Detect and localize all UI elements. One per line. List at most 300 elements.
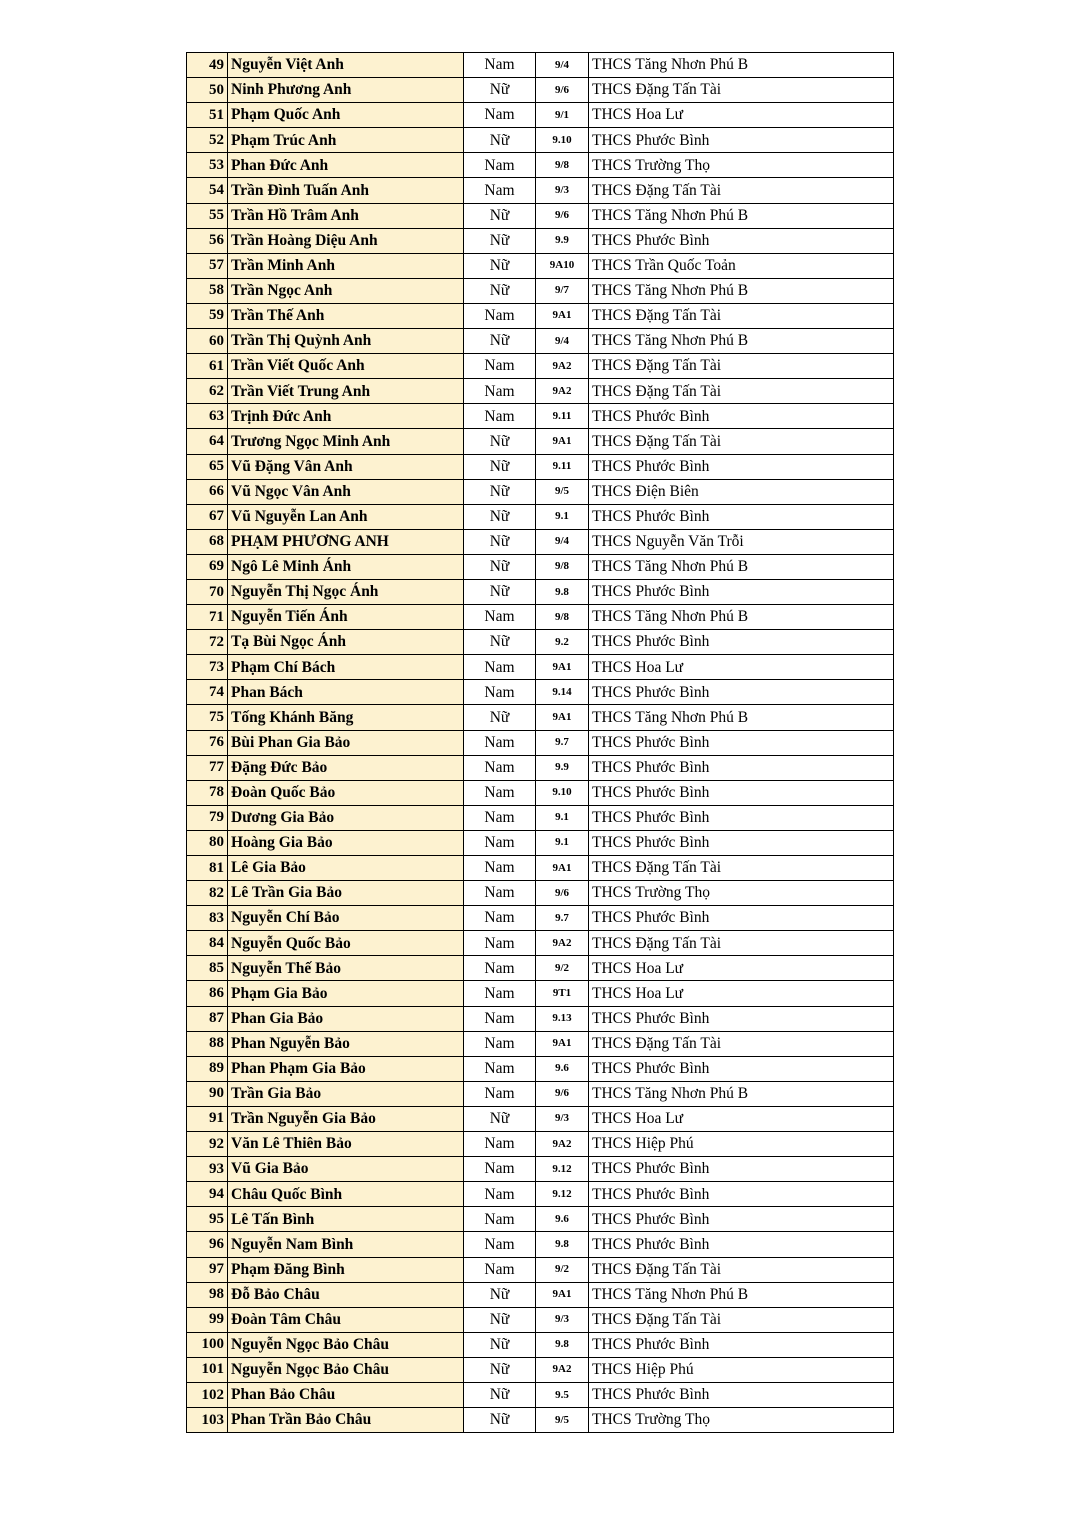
student-class: 9.2 [536,630,589,655]
row-number: 55 [187,203,228,228]
student-gender: Nam [464,303,536,328]
row-number: 85 [187,956,228,981]
table-row [187,1282,894,1307]
table-row [187,1157,894,1182]
student-class: 9/8 [536,554,589,579]
table-row [187,680,894,705]
student-name: Nguyễn Thế Bảo [228,956,464,981]
table-row [187,1106,894,1131]
student-class: 9.9 [536,228,589,253]
student-class: 9A1 [536,1282,589,1307]
row-number: 59 [187,303,228,328]
student-gender: Nữ [464,1357,536,1382]
student-name: PHẠM PHƯƠNG ANH [228,529,464,554]
row-number: 54 [187,178,228,203]
student-name: Trần Viết Quốc Anh [228,354,464,379]
student-class: 9A1 [536,856,589,881]
row-number: 91 [187,1106,228,1131]
table-row [187,103,894,128]
table-row [187,705,894,730]
student-gender: Nam [464,404,536,429]
student-class: 9A1 [536,1031,589,1056]
row-number: 86 [187,981,228,1006]
table-row [187,1382,894,1407]
row-number: 73 [187,655,228,680]
row-number: 88 [187,1031,228,1056]
student-school: THCS Trần Quốc Toản [589,253,894,278]
student-school: THCS Hoa Lư [589,1106,894,1131]
row-number: 101 [187,1357,228,1382]
table-row [187,228,894,253]
student-gender: Nữ [464,579,536,604]
student-school: THCS Phước Bình [589,454,894,479]
row-number: 74 [187,680,228,705]
student-school: THCS Tăng Nhơn Phú B [589,329,894,354]
student-gender: Nam [464,755,536,780]
row-number: 68 [187,529,228,554]
table-row [187,579,894,604]
row-number: 95 [187,1207,228,1232]
student-name: Trần Gia Bảo [228,1081,464,1106]
student-school: THCS Phước Bình [589,1006,894,1031]
student-school: THCS Phước Bình [589,1207,894,1232]
student-school: THCS Phước Bình [589,680,894,705]
student-name: Nguyễn Tiến Ánh [228,605,464,630]
student-class: 9A1 [536,429,589,454]
table-row [187,253,894,278]
student-school: THCS Đặng Tấn Tài [589,354,894,379]
student-table-body [187,53,894,1433]
student-class: 9A2 [536,931,589,956]
student-gender: Nam [464,354,536,379]
student-gender: Nữ [464,1408,536,1433]
student-gender: Nữ [464,278,536,303]
row-number: 80 [187,830,228,855]
student-name: Nguyễn Việt Anh [228,53,464,78]
student-gender: Nam [464,1031,536,1056]
student-school: THCS Hoa Lư [589,655,894,680]
table-row [187,906,894,931]
student-school: THCS Phước Bình [589,1332,894,1357]
student-school: THCS Đặng Tấn Tài [589,931,894,956]
student-name: Vũ Gia Bảo [228,1157,464,1182]
student-class: 9/7 [536,278,589,303]
table-row [187,354,894,379]
row-number: 100 [187,1332,228,1357]
table-row [187,655,894,680]
student-name: Vũ Nguyễn Lan Anh [228,504,464,529]
student-gender: Nam [464,379,536,404]
row-number: 56 [187,228,228,253]
table-row [187,404,894,429]
student-gender: Nữ [464,1307,536,1332]
student-gender: Nam [464,805,536,830]
table-row [187,1132,894,1157]
student-gender: Nữ [464,504,536,529]
student-name: Văn Lê Thiên Bảo [228,1132,464,1157]
student-class: 9.10 [536,128,589,153]
student-school: THCS Tăng Nhơn Phú B [589,203,894,228]
student-name: Trần Ngọc Anh [228,278,464,303]
student-name: Vũ Đặng Vân Anh [228,454,464,479]
table-row [187,1006,894,1031]
table-row [187,479,894,504]
student-name: Trần Hoàng Diệu Anh [228,228,464,253]
table-row [187,1031,894,1056]
row-number: 82 [187,881,228,906]
table-row [187,203,894,228]
row-number: 79 [187,805,228,830]
student-name: Bùi Phan Gia Bảo [228,730,464,755]
student-gender: Nam [464,981,536,1006]
student-gender: Nữ [464,454,536,479]
student-gender: Nam [464,53,536,78]
student-gender: Nữ [464,78,536,103]
table-row [187,1056,894,1081]
student-school: THCS Trường Thọ [589,881,894,906]
student-table [186,52,894,1433]
student-school: THCS Tăng Nhơn Phú B [589,1282,894,1307]
student-school: THCS Phước Bình [589,755,894,780]
row-number: 49 [187,53,228,78]
table-row [187,1207,894,1232]
student-class: 9/4 [536,529,589,554]
student-class: 9/4 [536,53,589,78]
row-number: 69 [187,554,228,579]
student-school: THCS Phước Bình [589,730,894,755]
student-school: THCS Hoa Lư [589,981,894,1006]
student-gender: Nam [464,1081,536,1106]
student-school: THCS Tăng Nhơn Phú B [589,605,894,630]
student-school: THCS Tăng Nhơn Phú B [589,554,894,579]
student-school: THCS Trường Thọ [589,1408,894,1433]
student-school: THCS Phước Bình [589,404,894,429]
student-gender: Nam [464,1182,536,1207]
student-class: 9/6 [536,78,589,103]
student-class: 9/6 [536,1081,589,1106]
table-row [187,504,894,529]
row-number: 84 [187,931,228,956]
student-class: 9.8 [536,1332,589,1357]
table-row [187,805,894,830]
table-row [187,730,894,755]
student-class: 9A2 [536,1357,589,1382]
student-class: 9.1 [536,504,589,529]
student-name: Trần Thế Anh [228,303,464,328]
table-row [187,780,894,805]
student-name: Trần Thị Quỳnh Anh [228,329,464,354]
student-school: THCS Đặng Tấn Tài [589,379,894,404]
student-school: THCS Phước Bình [589,830,894,855]
student-name: Ngô Lê Minh Ánh [228,554,464,579]
row-number: 99 [187,1307,228,1332]
table-row [187,881,894,906]
table-row [187,329,894,354]
student-gender: Nữ [464,1332,536,1357]
student-class: 9/2 [536,956,589,981]
student-school: THCS Đặng Tấn Tài [589,429,894,454]
student-gender: Nam [464,1056,536,1081]
student-gender: Nam [464,103,536,128]
student-school: THCS Phước Bình [589,504,894,529]
student-name: Trần Đình Tuấn Anh [228,178,464,203]
table-row [187,1081,894,1106]
row-number: 60 [187,329,228,354]
student-school: THCS Đặng Tấn Tài [589,856,894,881]
student-class: 9.8 [536,579,589,604]
row-number: 50 [187,78,228,103]
row-number: 103 [187,1408,228,1433]
student-class: 9.9 [536,755,589,780]
student-name: Đỗ Bảo Châu [228,1282,464,1307]
student-gender: Nữ [464,1282,536,1307]
student-school: THCS Phước Bình [589,630,894,655]
student-class: 9/4 [536,329,589,354]
table-row [187,53,894,78]
student-name: Lê Trần Gia Bảo [228,881,464,906]
student-name: Nguyễn Chí Bảo [228,906,464,931]
student-school: THCS Tăng Nhơn Phú B [589,705,894,730]
student-name: Nguyễn Nam Bình [228,1232,464,1257]
table-row [187,153,894,178]
student-school: THCS Đặng Tấn Tài [589,178,894,203]
row-number: 94 [187,1182,228,1207]
student-gender: Nữ [464,128,536,153]
student-gender: Nam [464,1157,536,1182]
student-class: 9.7 [536,906,589,931]
student-gender: Nam [464,881,536,906]
student-gender: Nữ [464,329,536,354]
student-class: 9.11 [536,404,589,429]
student-school: THCS Phước Bình [589,128,894,153]
student-gender: Nam [464,931,536,956]
student-name: Tống Khánh Băng [228,705,464,730]
student-gender: Nữ [464,705,536,730]
table-row [187,178,894,203]
table-row [187,429,894,454]
student-name: Đoàn Tâm Châu [228,1307,464,1332]
table-row [187,956,894,981]
student-class: 9/3 [536,178,589,203]
student-name: Tạ Bùi Ngọc Ánh [228,630,464,655]
student-name: Phạm Gia Bảo [228,981,464,1006]
row-number: 61 [187,354,228,379]
student-class: 9/8 [536,153,589,178]
student-name: Nguyễn Thị Ngọc Ánh [228,579,464,604]
table-row [187,128,894,153]
student-class: 9A2 [536,1132,589,1157]
student-class: 9.6 [536,1056,589,1081]
student-class: 9/6 [536,881,589,906]
student-gender: Nữ [464,429,536,454]
student-name: Phạm Quốc Anh [228,103,464,128]
student-school: THCS Hoa Lư [589,103,894,128]
table-row [187,278,894,303]
row-number: 71 [187,605,228,630]
student-school: THCS Tăng Nhơn Phú B [589,53,894,78]
student-class: 9.11 [536,454,589,479]
student-gender: Nam [464,730,536,755]
table-row [187,830,894,855]
student-gender: Nam [464,830,536,855]
student-class: 9.7 [536,730,589,755]
student-school: THCS Phước Bình [589,906,894,931]
student-school: THCS Phước Bình [589,1232,894,1257]
row-number: 93 [187,1157,228,1182]
row-number: 66 [187,479,228,504]
row-number: 97 [187,1257,228,1282]
row-number: 51 [187,103,228,128]
student-class: 9.6 [536,1207,589,1232]
student-name: Hoàng Gia Bảo [228,830,464,855]
table-row [187,554,894,579]
student-gender: Nam [464,906,536,931]
student-class: 9A1 [536,655,589,680]
table-row [187,1182,894,1207]
student-school: THCS Phước Bình [589,1157,894,1182]
row-number: 63 [187,404,228,429]
student-gender: Nữ [464,529,536,554]
student-gender: Nữ [464,228,536,253]
student-gender: Nữ [464,630,536,655]
student-name: Phan Gia Bảo [228,1006,464,1031]
student-name: Trần Hồ Trâm Anh [228,203,464,228]
student-gender: Nam [464,1207,536,1232]
student-gender: Nam [464,780,536,805]
student-gender: Nam [464,1232,536,1257]
table-row [187,454,894,479]
student-name: Dương Gia Bảo [228,805,464,830]
student-class: 9.14 [536,680,589,705]
student-name: Lê Tấn Bình [228,1207,464,1232]
student-gender: Nam [464,1257,536,1282]
student-gender: Nữ [464,1382,536,1407]
row-number: 62 [187,379,228,404]
table-row [187,1357,894,1382]
student-gender: Nam [464,956,536,981]
row-number: 78 [187,780,228,805]
row-number: 53 [187,153,228,178]
table-row [187,379,894,404]
table-row [187,529,894,554]
student-school: THCS Đặng Tấn Tài [589,1307,894,1332]
student-gender: Nữ [464,203,536,228]
student-school: THCS Đặng Tấn Tài [589,1257,894,1282]
row-number: 98 [187,1282,228,1307]
student-name: Phan Trần Bảo Châu [228,1408,464,1433]
student-class: 9A1 [536,705,589,730]
student-school: THCS Đặng Tấn Tài [589,303,894,328]
student-name: Phan Đức Anh [228,153,464,178]
student-school: THCS Phước Bình [589,1382,894,1407]
student-name: Phan Bảo Châu [228,1382,464,1407]
student-class: 9A2 [536,379,589,404]
student-class: 9A10 [536,253,589,278]
row-number: 72 [187,630,228,655]
row-number: 52 [187,128,228,153]
student-gender: Nam [464,655,536,680]
student-gender: Nam [464,1006,536,1031]
table-row [187,1332,894,1357]
student-class: 9.12 [536,1157,589,1182]
student-gender: Nữ [464,554,536,579]
student-name: Phạm Trúc Anh [228,128,464,153]
student-name: Trương Ngọc Minh Anh [228,429,464,454]
student-name: Đặng Đức Bảo [228,755,464,780]
row-number: 67 [187,504,228,529]
student-name: Phan Phạm Gia Bảo [228,1056,464,1081]
row-number: 83 [187,906,228,931]
student-name: Phan Bách [228,680,464,705]
student-name: Lê Gia Bảo [228,856,464,881]
row-number: 92 [187,1132,228,1157]
student-name: Trần Nguyễn Gia Bảo [228,1106,464,1131]
student-name: Phạm Chí Bách [228,655,464,680]
student-school: THCS Tăng Nhơn Phú B [589,1081,894,1106]
student-gender: Nữ [464,1106,536,1131]
student-school: THCS Đặng Tấn Tài [589,1031,894,1056]
table-row [187,931,894,956]
row-number: 81 [187,856,228,881]
student-school: THCS Phước Bình [589,228,894,253]
student-class: 9.1 [536,805,589,830]
table-row [187,1307,894,1332]
student-name: Nguyễn Ngọc Bảo Châu [228,1332,464,1357]
student-class: 9/3 [536,1106,589,1131]
student-name: Trịnh Đức Anh [228,404,464,429]
student-class: 9T1 [536,981,589,1006]
row-number: 70 [187,579,228,604]
student-class: 9.10 [536,780,589,805]
student-name: Phạm Đăng Bình [228,1257,464,1282]
student-gender: Nam [464,1132,536,1157]
student-name: Trần Viết Trung Anh [228,379,464,404]
row-number: 57 [187,253,228,278]
student-school: THCS Nguyễn Văn Trỗi [589,529,894,554]
student-gender: Nam [464,856,536,881]
table-row [187,1257,894,1282]
table-row [187,78,894,103]
student-class: 9A1 [536,303,589,328]
student-class: 9A2 [536,354,589,379]
student-school: THCS Hoa Lư [589,956,894,981]
student-school: THCS Phước Bình [589,780,894,805]
row-number: 76 [187,730,228,755]
student-name: Phan Nguyễn Bảo [228,1031,464,1056]
student-class: 9.5 [536,1382,589,1407]
student-class: 9.12 [536,1182,589,1207]
student-class: 9/5 [536,479,589,504]
student-name: Châu Quốc Bình [228,1182,464,1207]
student-class: 9.1 [536,830,589,855]
row-number: 65 [187,454,228,479]
student-school: THCS Phước Bình [589,1056,894,1081]
table-row [187,1408,894,1433]
student-class: 9/5 [536,1408,589,1433]
student-class: 9/8 [536,605,589,630]
student-class: 9/6 [536,203,589,228]
row-number: 87 [187,1006,228,1031]
row-number: 75 [187,705,228,730]
student-school: THCS Hiệp Phú [589,1132,894,1157]
student-gender: Nam [464,178,536,203]
row-number: 102 [187,1382,228,1407]
table-row [187,856,894,881]
student-school: THCS Phước Bình [589,579,894,604]
student-gender: Nam [464,605,536,630]
student-name: Trần Minh Anh [228,253,464,278]
row-number: 90 [187,1081,228,1106]
